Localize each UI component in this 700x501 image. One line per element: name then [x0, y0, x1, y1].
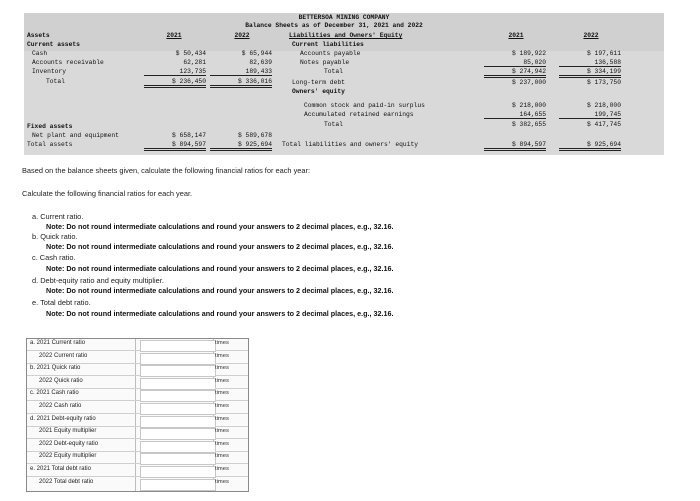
total-debt-ratio-2021-input[interactable]: [140, 466, 216, 478]
balance-sheet: [24, 13, 664, 155]
answer-row: [27, 427, 248, 439]
quick-ratio-2021-input[interactable]: [140, 365, 216, 377]
liab-row-label: Owners' equity: [292, 88, 345, 95]
answer-unit: times: [215, 365, 229, 372]
asset-row-label: Accounts receivable: [32, 59, 104, 66]
item-note: Note: Do not round intermediate calculations and round your answers to 2 decimal places, e.g., 32.16.: [46, 264, 394, 273]
item-note: Note: Do not round intermediate calculations and round your answers to 2 decimal places, e.g., 32.16.: [46, 309, 394, 318]
asset-value: $ 50,434: [175, 50, 206, 57]
answer-unit: times: [215, 428, 229, 435]
liab-value: $ 334,199: [559, 68, 621, 78]
balance-sheet-subtitle: Balance Sheets as of December 31, 2021 and 2022: [245, 22, 423, 29]
asset-value: $ 65,944: [241, 50, 272, 57]
cash-ratio-2021-input[interactable]: [140, 390, 216, 402]
answer-row: [27, 339, 248, 351]
answer-row: [27, 440, 248, 452]
answer-label: e. 2021 Total debt ratio: [30, 466, 91, 472]
asset-value: $ 336,016: [210, 78, 272, 88]
liab-value: 85,020: [484, 59, 546, 67]
answer-unit: times: [215, 478, 229, 485]
assets-year-2021: 2021: [166, 32, 182, 39]
calc-text: Calculate the following financial ratios for each year.: [22, 189, 193, 198]
answer-row: [27, 452, 248, 464]
answer-unit: times: [215, 340, 229, 346]
answer-label: 2022 Total debt ratio: [39, 478, 94, 485]
answer-row: [27, 377, 248, 389]
liabilities-header: Liabilities and Owners' Equity: [289, 32, 403, 39]
asset-row-label: Inventory: [32, 68, 67, 75]
answer-unit: times: [215, 403, 229, 409]
asset-value: $ 925,694: [210, 141, 272, 151]
equity-multiplier-2021-input[interactable]: [140, 428, 216, 440]
liab-value: 164,655: [484, 111, 546, 119]
liab-value: $ 218,000: [511, 102, 546, 109]
asset-value: 123,735: [144, 68, 206, 76]
current-ratio-2022-input[interactable]: [140, 353, 216, 365]
liab-value: 199,745: [559, 111, 621, 119]
item-total-debt: e. Total debt ratio.: [32, 298, 91, 307]
asset-value: $ 894,597: [144, 141, 206, 151]
liab-value: $ 189,922: [511, 50, 546, 57]
answer-unit: times: [215, 377, 229, 384]
asset-value: $ 658,147: [171, 132, 206, 139]
liab-value: $ 382,655: [511, 121, 546, 128]
asset-row-label: Net plant and equipment: [32, 132, 119, 139]
asset-row-label: Fixed assets: [27, 123, 73, 130]
answer-unit: times: [215, 415, 229, 422]
answer-label: c. 2021 Cash ratio: [30, 390, 79, 397]
liab-year-2021: 2021: [508, 32, 524, 39]
item-cash-ratio: c. Cash ratio.: [32, 253, 76, 262]
liab-value: $ 218,000: [586, 102, 621, 109]
liab-value: $ 173,750: [586, 79, 621, 86]
liab-row-label: Total liabilities and owners' equity: [282, 141, 419, 148]
answer-row: [27, 402, 248, 414]
item-note: Note: Do not round intermediate calculations and round your answers to 2 decimal places, e.g., 32.16.: [46, 222, 394, 231]
asset-value: 189,433: [210, 68, 272, 76]
answer-row: [27, 415, 248, 427]
asset-value: $ 589,678: [237, 132, 272, 139]
liab-value: 136,588: [559, 59, 621, 67]
answer-label: b. 2021 Quick ratio: [30, 365, 81, 372]
debt-equity-2022-input[interactable]: [140, 441, 216, 453]
liab-row-label: Notes payable: [300, 59, 350, 66]
answer-label: d. 2021 Debt-equity ratio: [30, 415, 96, 422]
liab-value: $ 237,000: [511, 79, 546, 86]
answer-unit: times: [215, 352, 229, 359]
liab-row-label: Accumulated retained earnings: [304, 111, 414, 118]
item-debt-equity: d. Debt-equity ratio and equity multiplier.: [32, 276, 164, 285]
intro-text: Based on the balance sheets given, calculate the following financial ratios for each year:: [22, 166, 311, 175]
liab-value: $ 197,611: [586, 50, 621, 57]
liab-row-label: Total: [324, 121, 343, 128]
answer-unit: times: [215, 390, 229, 397]
asset-value: 82,639: [249, 59, 272, 66]
asset-row-label: Cash: [32, 50, 48, 57]
asset-value: $ 236,450: [144, 78, 206, 88]
liab-row-label: Total: [324, 68, 343, 75]
cash-ratio-2022-input[interactable]: [140, 403, 216, 415]
item-note: Note: Do not round intermediate calculations and round your answers to 2 decimal places, e.g., 32.16.: [46, 242, 394, 251]
answer-label: 2021 Equity multiplier: [39, 428, 97, 435]
answer-unit: times: [215, 466, 229, 472]
answer-label: 2022 Current ratio: [39, 352, 88, 359]
current-ratio-2021-input[interactable]: [140, 340, 216, 352]
answer-table: [26, 338, 249, 492]
liab-row-label: Current liabilities: [292, 41, 364, 48]
liab-value: $ 417,745: [586, 121, 621, 128]
answer-label: a. 2021 Current ratio: [30, 340, 86, 346]
answer-row: [27, 465, 248, 477]
answer-row: [27, 389, 248, 401]
company-name: BETTERSOA MINING COMPANY: [298, 14, 390, 21]
answer-row: [27, 352, 248, 364]
item-note: Note: Do not round intermediate calculations and round your answers to 2 decimal places, e.g., 32.16.: [46, 286, 394, 295]
liab-value: $ 925,694: [559, 141, 621, 151]
asset-row-label: Total: [46, 78, 65, 85]
answer-label: 2022 Quick ratio: [39, 377, 83, 384]
liab-value: $ 274,942: [484, 68, 546, 78]
assets-year-2022: 2022: [234, 32, 250, 39]
asset-value: 62,281: [183, 59, 206, 66]
answer-unit: times: [215, 440, 229, 447]
answer-row: [27, 478, 248, 489]
liab-year-2022: 2022: [583, 32, 599, 39]
answer-label: 2022 Debt-equity ratio: [39, 440, 99, 447]
quick-ratio-2022-input[interactable]: [140, 378, 216, 390]
answer-label: 2022 Cash ratio: [39, 403, 82, 409]
item-current-ratio: a. Current ratio.: [32, 212, 84, 221]
liab-row-label: Long-term debt: [292, 79, 345, 86]
liab-row-label: Common stock and paid-in surplus: [304, 102, 425, 109]
liab-value: $ 894,597: [484, 141, 546, 151]
answer-label: 2022 Equity multiplier: [39, 453, 97, 460]
liab-row-label: Accounts payable: [300, 50, 361, 57]
debt-equity-2021-input[interactable]: [140, 416, 216, 428]
answer-unit: times: [215, 453, 229, 460]
asset-row-label: Current assets: [27, 41, 80, 48]
total-debt-ratio-2022-input[interactable]: [140, 479, 216, 491]
asset-row-label: Total assets: [27, 141, 73, 148]
assets-header: Assets: [27, 32, 50, 39]
equity-multiplier-2022-input[interactable]: [140, 453, 216, 465]
item-quick-ratio: b. Quick ratio.: [32, 232, 78, 241]
answer-row: [27, 364, 248, 376]
